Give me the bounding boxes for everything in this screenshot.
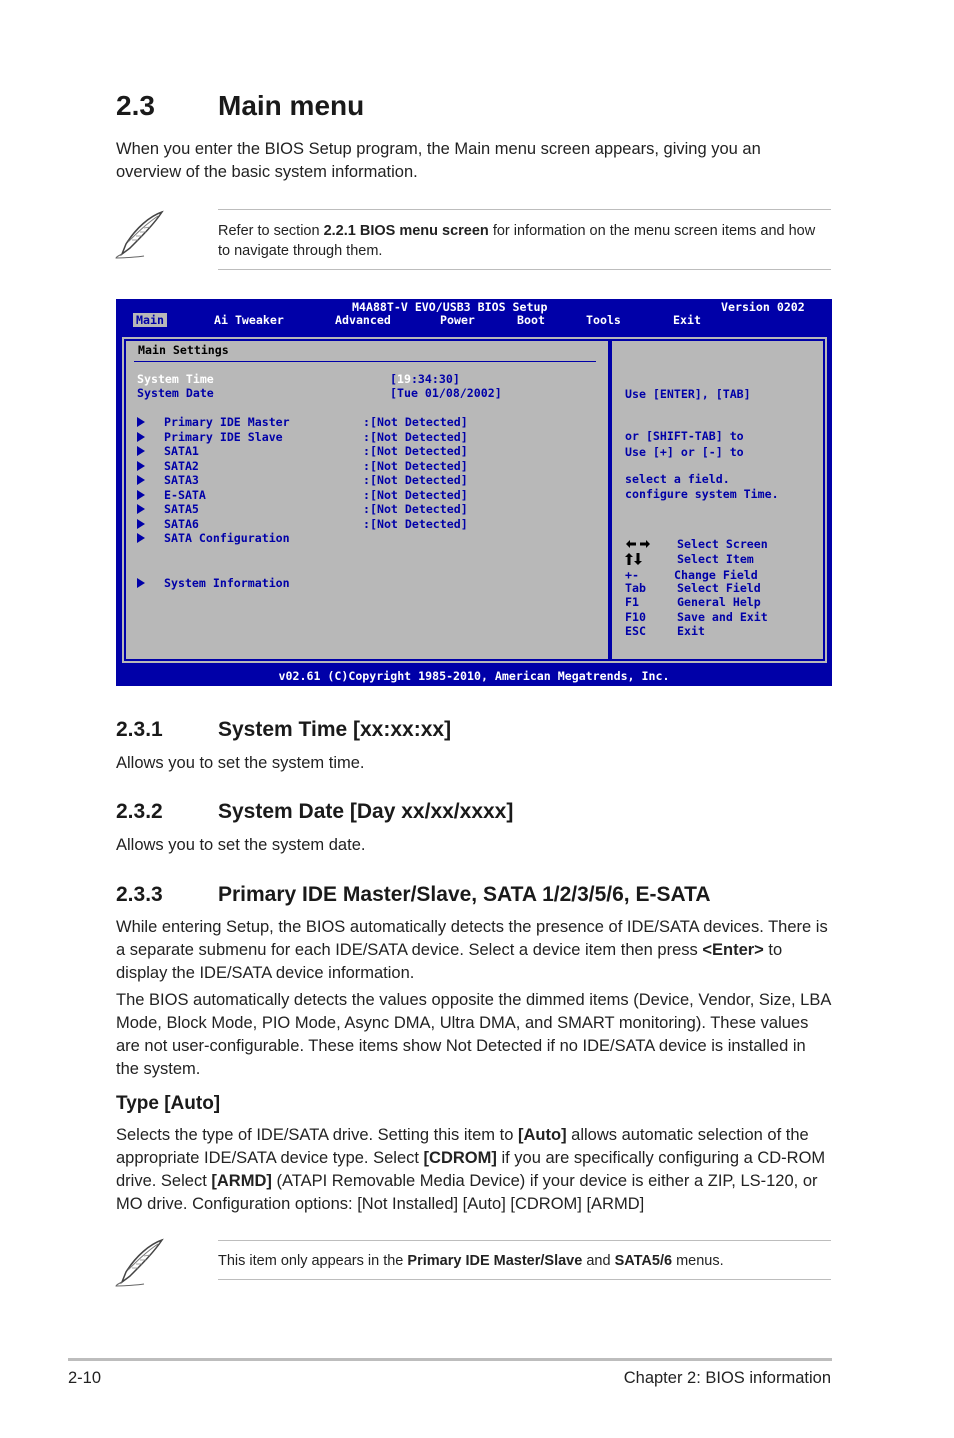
pen-icon — [114, 1238, 166, 1288]
submenu-arrow-icon — [137, 578, 145, 588]
pen-icon — [114, 210, 166, 260]
type-auto-heading: Type [Auto] — [116, 1093, 221, 1114]
panel-divider — [608, 341, 612, 659]
submenu-arrow-icon — [137, 519, 145, 529]
bios-version: Version 0202 — [721, 300, 805, 314]
section-heading-ide-sata: 2.3.3 Primary IDE Master/Slave, SATA 1/2/3/5/6, E-SATA — [116, 883, 711, 906]
bios-screenshot — [116, 299, 832, 686]
menu-tab-main[interactable]: Main — [133, 313, 167, 327]
bios-title: M4A88T-V EVO/USB3 BIOS Setup — [352, 300, 548, 314]
menu-tab-advanced[interactable]: Advanced — [335, 313, 391, 327]
section-heading-system-time: 2.3.1 System Time [xx:xx:xx] — [116, 718, 452, 741]
menu-tab-power[interactable]: Power — [440, 313, 475, 327]
submenu-arrow-icon — [137, 490, 145, 500]
intro-paragraph: When you enter the BIOS Setup program, the Main menu screen appears, giving you an overview of the basic system information. — [116, 140, 761, 181]
key-row: Select Screen — [625, 537, 825, 552]
system-date-label[interactable]: System Date — [137, 386, 214, 400]
section-reference: 2.2.1 BIOS menu screen — [323, 223, 489, 239]
menu-tab-tools[interactable]: Tools — [586, 313, 621, 327]
system-time-label[interactable]: System Time — [137, 372, 214, 386]
page-title — [116, 90, 364, 122]
left-right-arrows-icon — [625, 539, 651, 549]
page-number: 2-10 — [68, 1369, 102, 1387]
bios-title-bar — [116, 300, 832, 314]
ide-sata-paragraph-1: While entering Setup, the BIOS automatically detects the presence of IDE/SATA devices. There is a separate submenu for each IDE/SATA device. Select a device item then press <Enter> to display the IDE/SATA device information. — [116, 918, 828, 982]
submenu-arrow-icon — [137, 533, 145, 543]
menu-tab-exit[interactable]: Exit — [673, 313, 701, 327]
title-underline — [134, 361, 596, 362]
up-down-arrows-icon — [625, 553, 643, 565]
menu-tab-boot[interactable]: Boot — [517, 313, 545, 327]
system-information-item[interactable]: System Information — [137, 576, 437, 591]
menu-tab-ai-tweaker[interactable]: Ai Tweaker — [214, 313, 284, 327]
key-row: F10 Save and Exit — [625, 609, 768, 624]
key-row: Select Item — [625, 552, 825, 567]
system-date-value[interactable]: [Tue 01/08/2002] — [390, 386, 502, 400]
system-time-description: Allows you to set the system time. — [116, 754, 365, 772]
help-text-navigation: Use [ENTER], [TAB] or [SHIFT-TAB] to select a field. — [625, 386, 751, 487]
submenu-arrow-icon — [137, 504, 145, 514]
key-row: +- Change Field — [625, 568, 758, 582]
key-row: ESC Exit — [625, 624, 705, 638]
bios-copyright: v02.61 (C)Copyright 1985-2010, American Megatrends, Inc. — [278, 669, 670, 683]
key-row: Tab Select Field — [625, 580, 761, 595]
footer-rule — [68, 1358, 832, 1361]
submenu-arrow-icon — [137, 475, 145, 485]
time-hour-field[interactable]: 19 — [396, 372, 411, 386]
chapter-label: Chapter 2: BIOS information — [623, 1369, 831, 1387]
type-auto-paragraph: Selects the type of IDE/SATA drive. Setting this item to [Auto] allows automatic selection of the appropriate IDE/SATA device type. Select [CDROM] if you are specifically configuring a CD-ROM drive. Select [ARMD] (ATAPI Removable Media Device) if your device is either a ZIP, LS-120, or MO drive. Configuration options: [Not Installed] [Auto] [CDROM] [ARMD] — [116, 1126, 826, 1213]
note-box: Refer to section 2.2.1 BIOS menu screen for information on the menu screen items and how to navigate through them. — [218, 209, 831, 270]
submenu-arrow-icon — [137, 417, 145, 427]
bios-main-panel: Main Settings System Time [19:34:30] System Date [Tue 01/08/2002] Primary IDE Master :[Not Detected] Primary IDE Slave :[Not Detected] SATA1 :[Not Detected] SATA2 :[Not Detected] SATA3 :[Not Detected] E-SATA :[Not Detected] SATA5 :[Not Detected] SATA6 :[Not Detected] SATA Configuration System Information Use [ENTER], [TAB] or [SHIFT-TAB] to select a field. Use [+] or [-] to configure system Time. Select Screen Select Item +- Change Field Tab Select Field F1 General Help F10 Save and Exit ESC Exit — [120, 335, 829, 665]
system-time-value[interactable]: [19:34:30] — [390, 372, 460, 386]
bios-menu-bar — [116, 313, 832, 329]
system-date-description: Allows you to set the system date. — [116, 836, 366, 854]
section-heading-system-date: 2.3.2 System Date [Day xx/xx/xxxx] — [116, 800, 514, 823]
key-legend — [625, 537, 825, 639]
section-number: 2.3 — [116, 90, 155, 121]
submenu-arrow-icon — [137, 446, 145, 456]
main-settings-title: Main Settings — [138, 343, 229, 357]
submenu-arrow-icon — [137, 461, 145, 471]
help-text-configure: Use [+] or [-] to configure system Time. — [625, 444, 779, 502]
submenu-arrow-icon — [137, 432, 145, 442]
note-box: This item only appears in the Primary IDE Master/Slave and SATA5/6 menus. — [218, 1240, 831, 1280]
key-row: F1 General Help — [625, 595, 761, 609]
ide-sata-paragraph-2: The BIOS automatically detects the values opposite the dimmed items (Device, Vendor, Size, LBA Mode, Block Mode, PIO Mode, Async DMA, Ultra DMA, and SMART monitoring). These values are not user-configurable. These items show Not Detected if no IDE/SATA device is installed in the system. — [116, 991, 831, 1078]
section-title: Main menu — [218, 90, 365, 121]
